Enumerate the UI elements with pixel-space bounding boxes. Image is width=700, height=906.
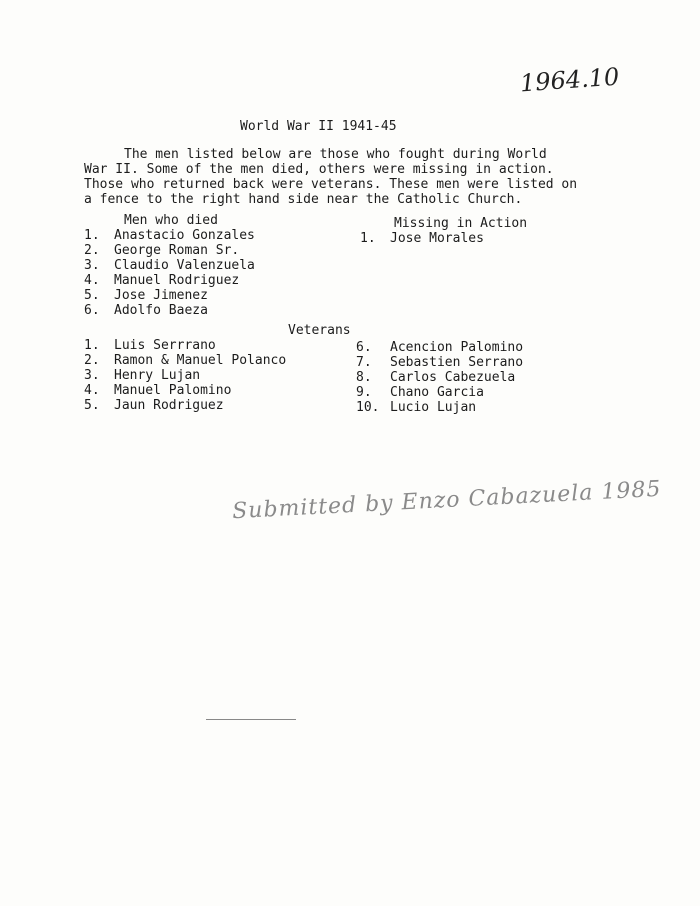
item-name: Chano Garcia (390, 385, 484, 400)
item-number: 1. (360, 231, 376, 246)
list-item (84, 258, 255, 273)
list-item (84, 243, 255, 258)
item-name: Claudio Valenzuela (114, 258, 255, 273)
missing-in-action-heading: Missing in Action (394, 216, 528, 231)
item-name: George Roman Sr. (114, 243, 240, 258)
document-title: World War II 1941-45 (240, 119, 397, 134)
item-number: 3. (84, 368, 100, 383)
list-item (84, 383, 286, 398)
intro-line: War II. Some of the men died, others were missing in action. (84, 162, 554, 177)
item-number: 4. (84, 273, 100, 288)
item-number: 4. (84, 383, 100, 398)
intro-line: Those who returned back were veterans. These men were listed on (84, 177, 578, 192)
item-name: Carlos Cabezuela (390, 370, 516, 385)
intro-line: a fence to the right hand side near the Catholic Church. (84, 192, 523, 207)
list-item (84, 368, 286, 383)
item-number: 9. (356, 385, 372, 400)
item-name: Luis Serrrano (114, 338, 216, 353)
list-item (356, 355, 523, 370)
missing-in-action-list (360, 231, 484, 246)
item-number: 2. (84, 353, 100, 368)
item-number: 10. (356, 400, 380, 415)
list-item (84, 398, 286, 413)
item-number: 5. (84, 398, 100, 413)
list-item (84, 303, 255, 318)
item-number: 6. (356, 340, 372, 355)
item-name: Ramon & Manuel Polanco (114, 353, 287, 368)
list-item (356, 370, 523, 385)
item-name: Henry Lujan (114, 368, 201, 383)
veterans-list-left (84, 338, 286, 413)
item-name: Adolfo Baeza (114, 303, 208, 318)
men-who-died-heading: Men who died (124, 213, 218, 228)
item-name: Acencion Palomino (390, 340, 524, 355)
veterans-list-right (356, 340, 523, 415)
item-name: Manuel Palomino (114, 383, 232, 398)
list-item (84, 288, 255, 303)
item-name: Anastacio Gonzales (114, 228, 255, 243)
veterans-heading: Veterans (288, 323, 351, 338)
item-number: 6. (84, 303, 100, 318)
item-name: Lucio Lujan (390, 400, 477, 415)
list-item (360, 231, 484, 246)
catalog-number: 1964.10 (519, 62, 621, 98)
list-item (84, 273, 255, 288)
item-name: Manuel Rodriguez (114, 273, 240, 288)
intro-line: The men listed below are those who fought during World (124, 147, 547, 162)
list-item (356, 385, 523, 400)
item-number: 8. (356, 370, 372, 385)
item-number: 5. (84, 288, 100, 303)
item-number: 7. (356, 355, 372, 370)
item-name: Jose Jimenez (114, 288, 208, 303)
intro-paragraph (84, 147, 577, 207)
item-name: Jose Morales (390, 231, 484, 246)
handwritten-signature: Submitted by Enzo Cabazuela 1985 (231, 476, 662, 525)
list-item (84, 353, 286, 368)
list-item (356, 340, 523, 355)
item-number: 2. (84, 243, 100, 258)
item-name: Sebastien Serrano (390, 355, 524, 370)
list-item (84, 228, 255, 243)
list-item (356, 400, 523, 415)
item-name: Jaun Rodriguez (114, 398, 224, 413)
item-number: 1. (84, 338, 100, 353)
divider-line (206, 719, 296, 720)
list-item (84, 338, 286, 353)
item-number: 3. (84, 258, 100, 273)
item-number: 1. (84, 228, 100, 243)
men-who-died-list (84, 228, 255, 318)
